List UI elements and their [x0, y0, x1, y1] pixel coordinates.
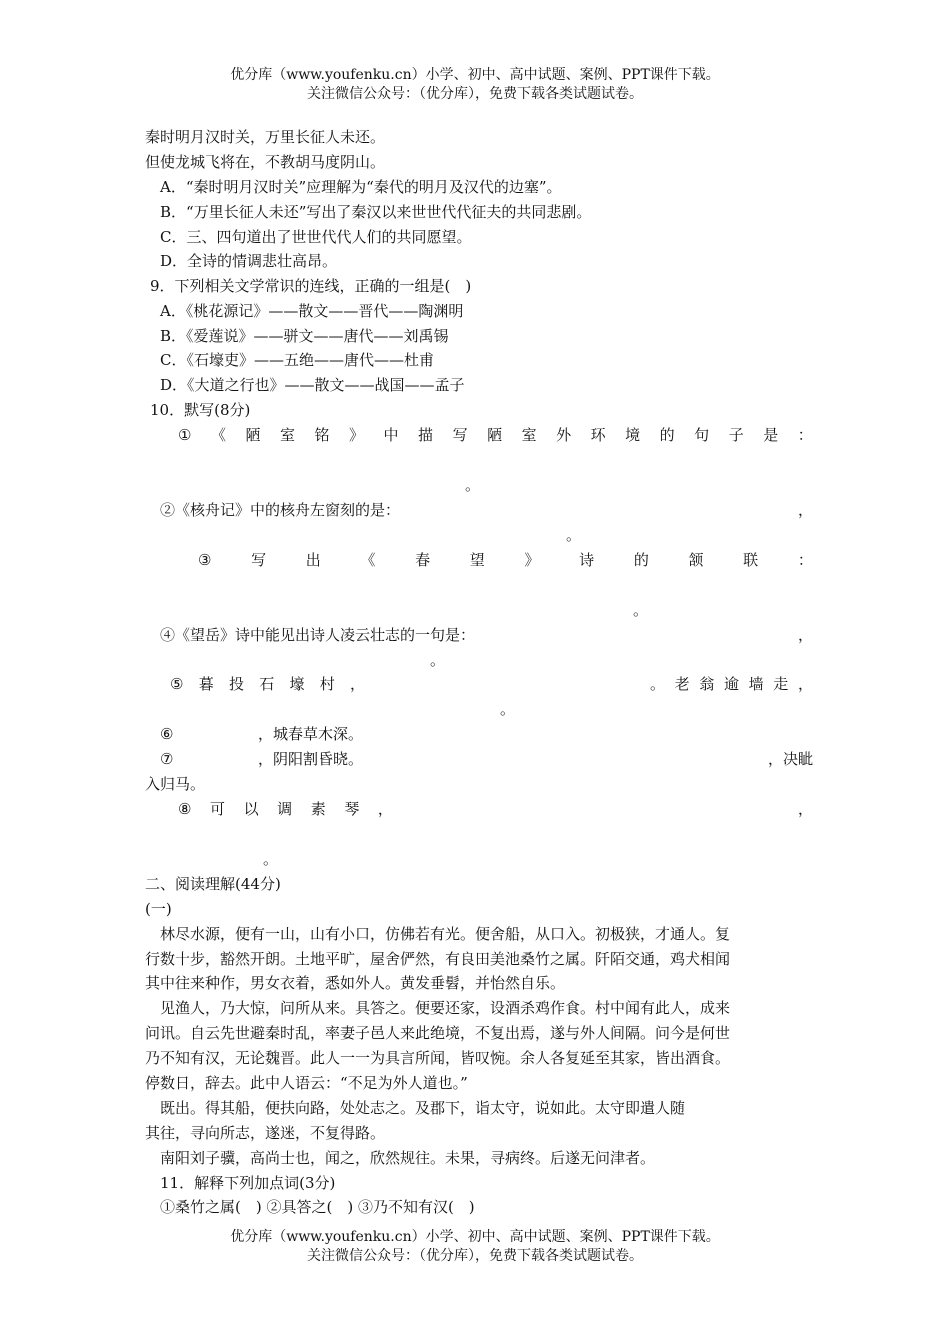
page-footer: [0, 1228, 950, 1266]
comma-mark: ，: [797, 800, 813, 818]
item-5-right: 。 老 翁 逾 墙 走 ，: [650, 675, 813, 693]
item-4-text: ④《望岳》诗中能见出诗人凌云壮志的一句是：: [160, 626, 476, 644]
q9-option-b: B．《爱莲说》——骈文——唐代——刘禹锡: [160, 327, 449, 345]
q10-item-4: [160, 623, 813, 647]
q8-option-d: D．全诗的情调悲壮高昂。: [160, 252, 338, 270]
q9-stem: 9．下列相关文学常识的连线，正确的一组是( ): [150, 277, 472, 295]
passage-p4: 南阳刘子骥，高尚士也，闻之，欣然规往。未果，寻病终。后遂无问津者。: [160, 1149, 656, 1167]
period-mark: 。: [465, 476, 481, 494]
passage-p1-line-1: 林尽水源，便有一山，山有小口，仿佛若有光。便舍船，从口入。初极狭，才通人。复: [160, 925, 731, 943]
q9-option-d: D．《大道之行也》——散文——战国——孟子: [160, 376, 465, 394]
q11-stem: 11．解释下列加点词(3分): [160, 1174, 336, 1192]
passage-p1-line-2: 行数十步，豁然开朗。土地平旷，屋舍俨然，有良田美池桑竹之属。阡陌交通，鸡犬相闻: [145, 950, 731, 968]
period-mark: 。: [566, 526, 582, 544]
document-page: 优分库（www.youfenku.cn）小学、初中、高中试题、案例、PPT课件下载。 关注微信公众号：（优分库），免费下载各类试题试卷。 秦时明月汉时关，万里长征人未还。 但使龙城飞将在，不教胡马度阴山。 A．“秦时明月汉时关”应理解为“秦代的明月及汉代的边塞”。 B．“万里长征人未还”写出了秦汉以来世世代代征夫的共同悲剧。 C．三、四句道出了世世代代人们的共同愿望。 D．全诗的情调悲壮高昂。 9．下列相关文学常识的连线，正确的一组是( ) A．《桃花源记》——散文——晋代——陶渊明 B．《爱莲说》——骈文——唐代——刘禹锡 C．《石壕吏》——五绝——唐代——杜甫 D．《大道之行也》——散文——战国——孟子 10．默写(8分) ① 《 陋 室 铭 》 中 描 写 陋 室 外 环 境 的 句 子 是 ： 。 ②《核舟记》中的核舟左窗刻的是： ， 。 ③ 写 出 《 春 望 》 诗 的 颔 联 ： 。 ④《望岳》诗中能见出诗人凌云壮志的一句是： ， 。 ⑤ 暮 投 石 壕 村 ， 。 老 翁 逾 墙 走 ， 。 ⑥ ，城春草木深。 ⑦ ，阴阳割昏晓。 ，决眦 入归马。 ⑧ 可 以 调 素 琴 ， ， 。 二、阅读理解(44分) (一) 林尽水源，便有一山，山有小口，仿佛若有光。便舍船，从口入。初极狭，才通人。复 行数十步，豁然开朗。土地平旷，屋舍俨然，有良田美池桑竹之属。阡陌交通，鸡犬相闻 其中往来种作，男女衣着，悉如外人。黄发垂髫，并怡然自乐。 见渔人，乃大惊，问所从来。具答之。便要还家，设酒杀鸡作食。村中闻有此人，成来 问讯。自云先世避秦时乱，率妻子邑人来此绝境，不复出焉，遂与外人间隔。问今是何世 乃不知有汉，无论魏晋。此人一一为具言所闻，皆叹惋。余人各复延至其家，皆出酒食。 停数日，辞去。此中人语云：“不足为外人道也。” 既出。得其船，便扶向路，处处志之。及郡下，诣太守，说如此。太守即遣人随 其往，寻向所志，遂迷，不复得路。 南阳刘子骥，高尚士也，闻之，欣然规往。未果，寻病终。后遂无问津者。 11．解释下列加点词(3分) ①桑竹之属( ) ②具答之( ) ③乃不知有汉( ) 优分库（www.youfenku.cn）小学、初中、高中试题、案例、PPT课件下载。 关注微信公众号：（优分库），免费下载各类试题试卷。: [0, 0, 950, 1344]
q8-option-b: B．“万里长征人未还”写出了秦汉以来世世代代征夫的共同悲剧。: [160, 203, 592, 221]
passage-p2-line-4: 停数日，辞去。此中人语云：“不足为外人道也。”: [145, 1074, 468, 1092]
period-mark: 。: [500, 700, 516, 718]
passage-p2-line-1: 见渔人，乃大惊，问所从来。具答之。便要还家，设酒杀鸡作食。村中闻有此人，成来: [160, 999, 731, 1017]
q11-items: ①桑竹之属( ) ②具答之( ) ③乃不知有汉( ): [160, 1198, 475, 1216]
item-5-left: ⑤ 暮 投 石 壕 村 ，: [170, 675, 365, 693]
poem-line-2: 但使龙城飞将在，不教胡马度阴山。: [145, 153, 386, 171]
passage-p1-line-3: 其中往来种作，男女衣着，悉如外人。黄发垂髫，并怡然自乐。: [145, 974, 566, 992]
period-mark: 。: [633, 601, 649, 619]
period-mark: 。: [263, 850, 279, 868]
comma-mark: ，: [797, 626, 813, 644]
q10-item-7-cont: 入归马。: [145, 775, 206, 793]
footer-line-1: 优分库（www.youfenku.cn）小学、初中、高中试题、案例、PPT课件下载。: [230, 1229, 720, 1245]
comma-mark: ，: [797, 501, 813, 519]
q9-option-a: A．《桃花源记》——散文——晋代——陶渊明: [160, 302, 464, 320]
passage-p3-line-1: 既出。得其船，便扶向路，处处志之。及郡下，诣太守，说如此。太守即遣人随: [160, 1099, 686, 1117]
passage-p3-line-2: 其往，寻向所志，遂迷，不复得路。: [145, 1124, 386, 1142]
page-header: [0, 66, 950, 104]
q10-item-1: ① 《 陋 室 铭 》 中 描 写 陋 室 外 环 境 的 句 子 是 ：: [178, 426, 813, 444]
q10-item-3: ③ 写 出 《 春 望 》 诗 的 颔 联 ：: [198, 551, 813, 569]
passage-p2-line-3: 乃不知有汉，无论魏晋。此人一一为具言所闻，皆叹惋。余人各复延至其家，皆出酒食。: [145, 1049, 731, 1067]
q9-option-c: C．《石壕吏》——五绝——唐代——杜甫: [160, 351, 434, 369]
section-2-sub: (一): [145, 900, 172, 918]
q10-item-2: [160, 498, 813, 522]
period-mark: 。: [430, 651, 446, 669]
header-line-2: 关注微信公众号：（优分库），免费下载各类试题试卷。: [307, 86, 643, 102]
section-2-title: 二、阅读理解(44分): [145, 875, 281, 893]
passage-p2-line-2: 问讯。自云先世避秦时乱，率妻子邑人来此绝境，不复出焉，遂与外人间隔。问今是何世: [145, 1024, 731, 1042]
q10-stem: 10．默写(8分): [150, 401, 251, 419]
q8-option-a: A．“秦时明月汉时关”应理解为“秦代的明月及汉代的边塞”。: [160, 178, 562, 196]
item-8-left: ⑧ 可 以 调 素 琴 ，: [178, 800, 393, 818]
header-line-1: 优分库（www.youfenku.cn）小学、初中、高中试题、案例、PPT课件下载。: [230, 67, 720, 83]
item-2-text: ②《核舟记》中的核舟左窗刻的是：: [160, 501, 401, 519]
poem-line-1: 秦时明月汉时关，万里长征人未还。: [145, 128, 386, 146]
footer-line-2: 关注微信公众号：（优分库），免费下载各类试题试卷。: [307, 1248, 643, 1264]
q8-option-c: C．三、四句道出了世世代代人们的共同愿望。: [160, 228, 472, 246]
